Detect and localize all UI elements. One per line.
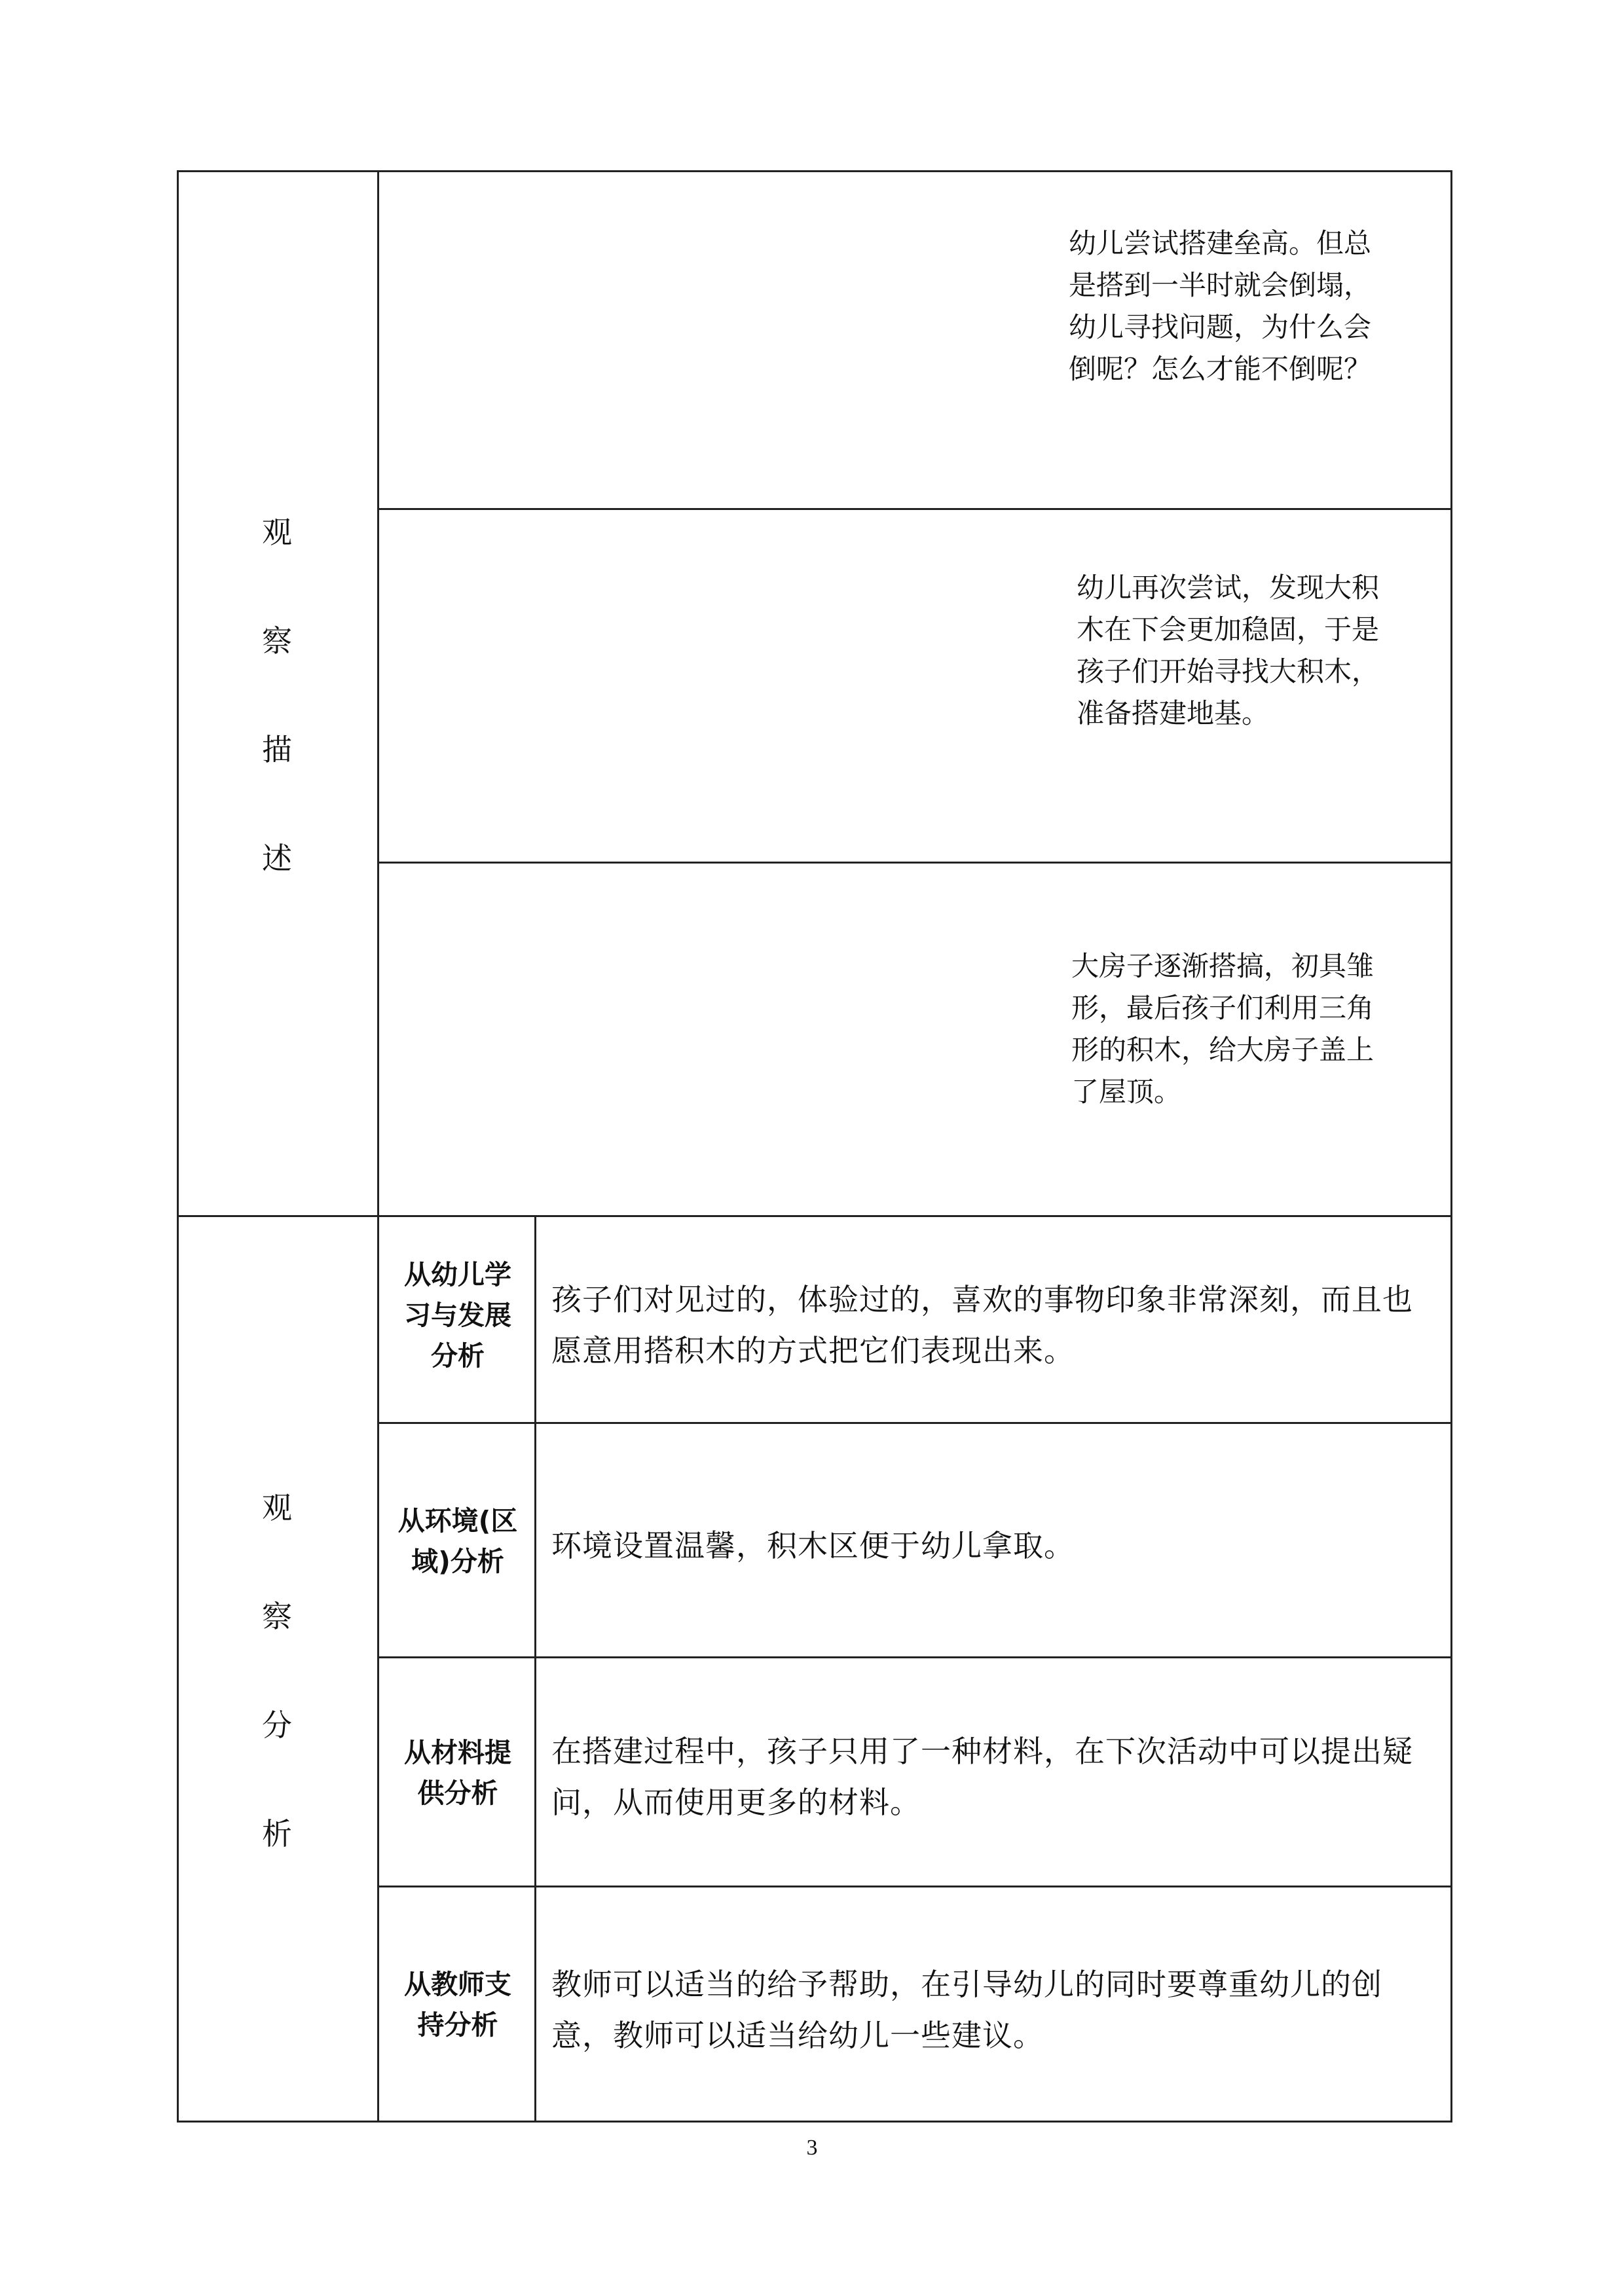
label-char: 分: [262, 1707, 292, 1743]
table-divider: [377, 508, 1452, 510]
description-entry-3: 大房子逐渐搭搞，初具雏 形，最后孩子们利用三角 形的积木，给大房子盖上 了屋顶。: [1071, 950, 1375, 1108]
analysis-category-teacher: 从教师支 持分析: [404, 1969, 511, 2041]
analysis-category-materials: 从材料提 供分析: [404, 1737, 511, 1809]
description-entry-1: 幼儿尝试搭建垒高。但总 是搭到一半时就会倒塌， 幼儿寻找问题，为什么会 倒呢？怎么才能不倒呢？: [1069, 227, 1372, 385]
label-char: 描: [262, 732, 292, 767]
description-entry-2: 幼儿再次尝试，发现大积 木在下会更加稳固，于是 孩子们开始寻找大积木， 准备搭建地基。: [1077, 572, 1380, 729]
analysis-text-materials: 在搭建过程中，孩子只用了一种材料，在下次活动中可以提出疑问，从而使用更多的材料。: [551, 1734, 1413, 1820]
analysis-text-learning: 孩子们对见过的，体验过的，喜欢的事物印象非常深刻，而且也愿意用搭积木的方式把它们表现出来。: [551, 1282, 1413, 1368]
label-char: 观: [262, 515, 292, 550]
label-char: 察: [262, 1599, 292, 1634]
analysis-text-environment: 环境设置温馨，积木区便于幼儿拿取。: [551, 1528, 1075, 1563]
table-divider: [377, 1656, 1452, 1658]
analysis-category-learning: 从幼儿学 习与发展 分析: [404, 1259, 511, 1372]
label-char: 述: [262, 841, 292, 876]
analysis-category-environment: 从环境(区 域)分析: [397, 1505, 518, 1577]
page-number: 3: [806, 2136, 818, 2160]
section-label-observation-description: [177, 515, 377, 876]
section-label-observation-analysis: [177, 1490, 377, 1851]
label-char: 析: [262, 1816, 292, 1851]
table-divider: [377, 1886, 1452, 1887]
table-divider: [177, 1215, 1452, 1217]
table-divider: [377, 1422, 1452, 1424]
label-char: 观: [262, 1490, 292, 1525]
analysis-text-teacher: 教师可以适当的给予帮助，在引导幼儿的同时要尊重幼儿的创意，教师可以适当给幼儿一些建议。: [551, 1967, 1382, 2053]
table-divider: [377, 170, 379, 2123]
label-char: 察: [262, 623, 292, 659]
table-divider: [377, 862, 1452, 864]
